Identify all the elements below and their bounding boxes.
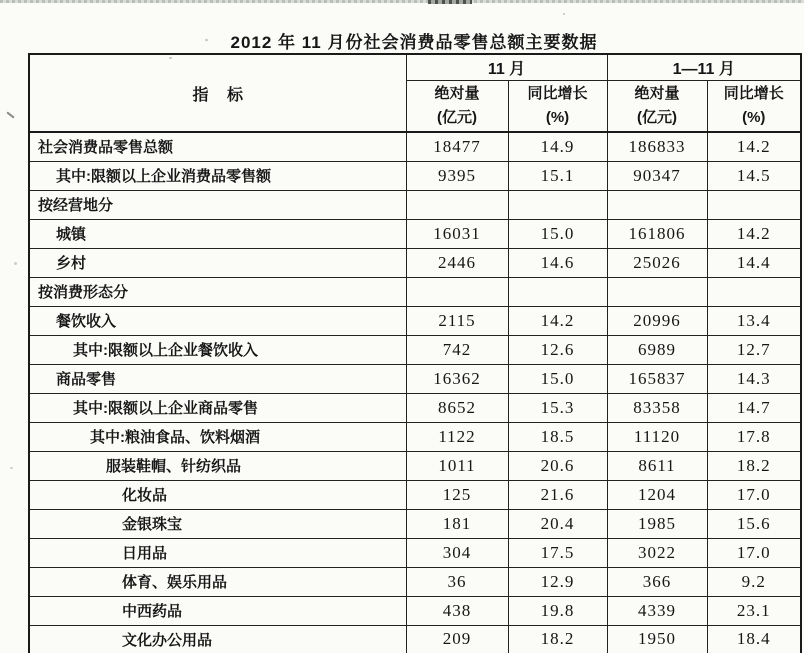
indicator-cell: 其中:限额以上企业商品零售 <box>29 393 406 422</box>
value-cell-jan-nov-growth: 17.0 <box>707 480 801 509</box>
table-row <box>29 364 801 393</box>
value-cell-jan-nov-absolute: 20996 <box>607 306 707 335</box>
table-row <box>29 422 801 451</box>
indicator-cell: 社会消费品零售总额 <box>29 132 406 161</box>
header-group-jan-to-nov: 1—11 月 <box>607 54 801 80</box>
value-cell-nov-growth: 15.0 <box>508 364 607 393</box>
table-body <box>29 132 801 653</box>
indicator-cell: 体育、娱乐用品 <box>29 567 406 596</box>
header-line: (%) <box>545 108 570 126</box>
value-cell-jan-nov-growth: 12.7 <box>707 335 801 364</box>
value-cell-jan-nov-growth: 13.4 <box>707 306 801 335</box>
header-line: 同比增长 <box>723 84 784 102</box>
scan-top-strip-dark-segment <box>428 0 472 4</box>
indicator-cell: 商品零售 <box>29 364 406 393</box>
header-absolute-value-jan-nov <box>607 80 707 132</box>
header-absolute-value-nov <box>406 80 508 132</box>
value-cell-jan-nov-growth: 15.6 <box>707 509 801 538</box>
indicator-cell: 乡村 <box>29 248 406 277</box>
indicator-cell: 其中:限额以上企业消费品零售额 <box>29 161 406 190</box>
value-cell-jan-nov-absolute: 11120 <box>607 422 707 451</box>
value-cell-nov-absolute <box>406 190 508 219</box>
indicator-cell: 日用品 <box>29 538 406 567</box>
value-cell-jan-nov-growth: 14.2 <box>707 132 801 161</box>
value-cell-jan-nov-absolute: 4339 <box>607 596 707 625</box>
header-group-row <box>29 54 801 80</box>
indicator-cell: 中西药品 <box>29 596 406 625</box>
header-line: 绝对量 <box>434 84 480 102</box>
value-cell-jan-nov-absolute: 186833 <box>607 132 707 161</box>
value-cell-nov-absolute <box>406 277 508 306</box>
table-row <box>29 132 801 161</box>
table-row <box>29 306 801 335</box>
indicator-cell: 化妆品 <box>29 480 406 509</box>
value-cell-nov-absolute: 36 <box>406 567 508 596</box>
value-cell-jan-nov-growth <box>707 190 801 219</box>
value-cell-jan-nov-absolute: 6989 <box>607 335 707 364</box>
value-cell-jan-nov-absolute: 90347 <box>607 161 707 190</box>
value-cell-jan-nov-growth: 18.2 <box>707 451 801 480</box>
value-cell-nov-absolute: 16031 <box>406 219 508 248</box>
value-cell-jan-nov-growth: 14.3 <box>707 364 801 393</box>
value-cell-jan-nov-absolute: 1950 <box>607 625 707 653</box>
value-cell-nov-growth: 18.5 <box>508 422 607 451</box>
table-row <box>29 248 801 277</box>
value-cell-jan-nov-growth: 14.2 <box>707 219 801 248</box>
value-cell-nov-absolute: 2115 <box>406 306 508 335</box>
table-row <box>29 567 801 596</box>
value-cell-nov-growth <box>508 277 607 306</box>
value-cell-nov-absolute: 9395 <box>406 161 508 190</box>
value-cell-nov-absolute: 1122 <box>406 422 508 451</box>
scan-top-strip <box>0 0 804 3</box>
table-row <box>29 538 801 567</box>
page-title: 2012 年 11 月份社会消费品零售总额主要数据 <box>230 33 598 52</box>
header-group-november: 11 月 <box>406 54 607 80</box>
value-cell-jan-nov-absolute: 1985 <box>607 509 707 538</box>
value-cell-jan-nov-growth: 9.2 <box>707 567 801 596</box>
value-cell-nov-absolute: 742 <box>406 335 508 364</box>
value-cell-nov-absolute: 2446 <box>406 248 508 277</box>
value-cell-jan-nov-growth: 14.5 <box>707 161 801 190</box>
table-row <box>29 451 801 480</box>
table-row <box>29 161 801 190</box>
header-line: 绝对量 <box>634 84 680 102</box>
value-cell-nov-growth: 15.1 <box>508 161 607 190</box>
table-row <box>29 219 801 248</box>
value-cell-jan-nov-growth: 17.0 <box>707 538 801 567</box>
header-line: 同比增长 <box>527 84 588 102</box>
header-line: (亿元) <box>437 108 477 126</box>
indicator-cell: 按消费形态分 <box>29 277 406 306</box>
value-cell-jan-nov-growth: 23.1 <box>707 596 801 625</box>
value-cell-nov-growth: 12.6 <box>508 335 607 364</box>
value-cell-jan-nov-absolute: 83358 <box>607 393 707 422</box>
table-row <box>29 277 801 306</box>
value-cell-nov-growth: 20.4 <box>508 509 607 538</box>
indicator-cell: 其中:限额以上企业餐饮收入 <box>29 335 406 364</box>
scan-speck <box>563 13 565 15</box>
value-cell-nov-absolute: 125 <box>406 480 508 509</box>
value-cell-jan-nov-absolute: 366 <box>607 567 707 596</box>
header-line: (亿元) <box>637 108 677 126</box>
value-cell-nov-growth: 19.8 <box>508 596 607 625</box>
header-indicator: 指 标 <box>29 54 406 132</box>
table-row <box>29 335 801 364</box>
value-cell-nov-growth: 20.6 <box>508 451 607 480</box>
indicator-cell: 金银珠宝 <box>29 509 406 538</box>
value-cell-nov-growth: 17.5 <box>508 538 607 567</box>
value-cell-jan-nov-absolute: 8611 <box>607 451 707 480</box>
table-row <box>29 625 801 653</box>
value-cell-nov-growth: 15.3 <box>508 393 607 422</box>
value-cell-jan-nov-growth: 17.8 <box>707 422 801 451</box>
value-cell-nov-growth: 21.6 <box>508 480 607 509</box>
indicator-cell: 城镇 <box>29 219 406 248</box>
header-yoy-growth-nov <box>508 80 607 132</box>
value-cell-nov-growth: 18.2 <box>508 625 607 653</box>
table-row <box>29 596 801 625</box>
table-row <box>29 190 801 219</box>
value-cell-jan-nov-growth <box>707 277 801 306</box>
value-cell-jan-nov-absolute: 25026 <box>607 248 707 277</box>
indicator-cell: 餐饮收入 <box>29 306 406 335</box>
scan-speck <box>10 467 13 469</box>
value-cell-nov-growth: 14.9 <box>508 132 607 161</box>
value-cell-jan-nov-absolute: 165837 <box>607 364 707 393</box>
value-cell-nov-growth <box>508 190 607 219</box>
value-cell-jan-nov-absolute: 3022 <box>607 538 707 567</box>
value-cell-nov-growth: 14.6 <box>508 248 607 277</box>
value-cell-nov-growth: 12.9 <box>508 567 607 596</box>
indicator-cell: 其中:粮油食品、饮料烟酒 <box>29 422 406 451</box>
value-cell-nov-absolute: 304 <box>406 538 508 567</box>
value-cell-jan-nov-absolute: 1204 <box>607 480 707 509</box>
table-row <box>29 393 801 422</box>
value-cell-jan-nov-growth: 14.4 <box>707 248 801 277</box>
scan-speck <box>14 262 17 265</box>
value-cell-nov-absolute: 16362 <box>406 364 508 393</box>
header-yoy-growth-jan-nov <box>707 80 801 132</box>
value-cell-nov-absolute: 1011 <box>406 451 508 480</box>
table-row <box>29 509 801 538</box>
value-cell-jan-nov-absolute <box>607 277 707 306</box>
value-cell-jan-nov-growth: 14.7 <box>707 393 801 422</box>
table-row <box>29 480 801 509</box>
value-cell-nov-absolute: 18477 <box>406 132 508 161</box>
indicator-cell: 服装鞋帽、针纺织品 <box>29 451 406 480</box>
data-table <box>28 53 802 653</box>
value-cell-jan-nov-absolute: 161806 <box>607 219 707 248</box>
indicator-cell: 按经营地分 <box>29 190 406 219</box>
indicator-cell: 文化办公用品 <box>29 625 406 653</box>
value-cell-nov-growth: 14.2 <box>508 306 607 335</box>
scan-margin-mark <box>6 111 14 118</box>
value-cell-nov-absolute: 181 <box>406 509 508 538</box>
value-cell-nov-growth: 15.0 <box>508 219 607 248</box>
value-cell-jan-nov-growth: 18.4 <box>707 625 801 653</box>
value-cell-jan-nov-absolute <box>607 190 707 219</box>
value-cell-nov-absolute: 438 <box>406 596 508 625</box>
value-cell-nov-absolute: 8652 <box>406 393 508 422</box>
header-line: (%) <box>742 108 766 126</box>
value-cell-nov-absolute: 209 <box>406 625 508 653</box>
